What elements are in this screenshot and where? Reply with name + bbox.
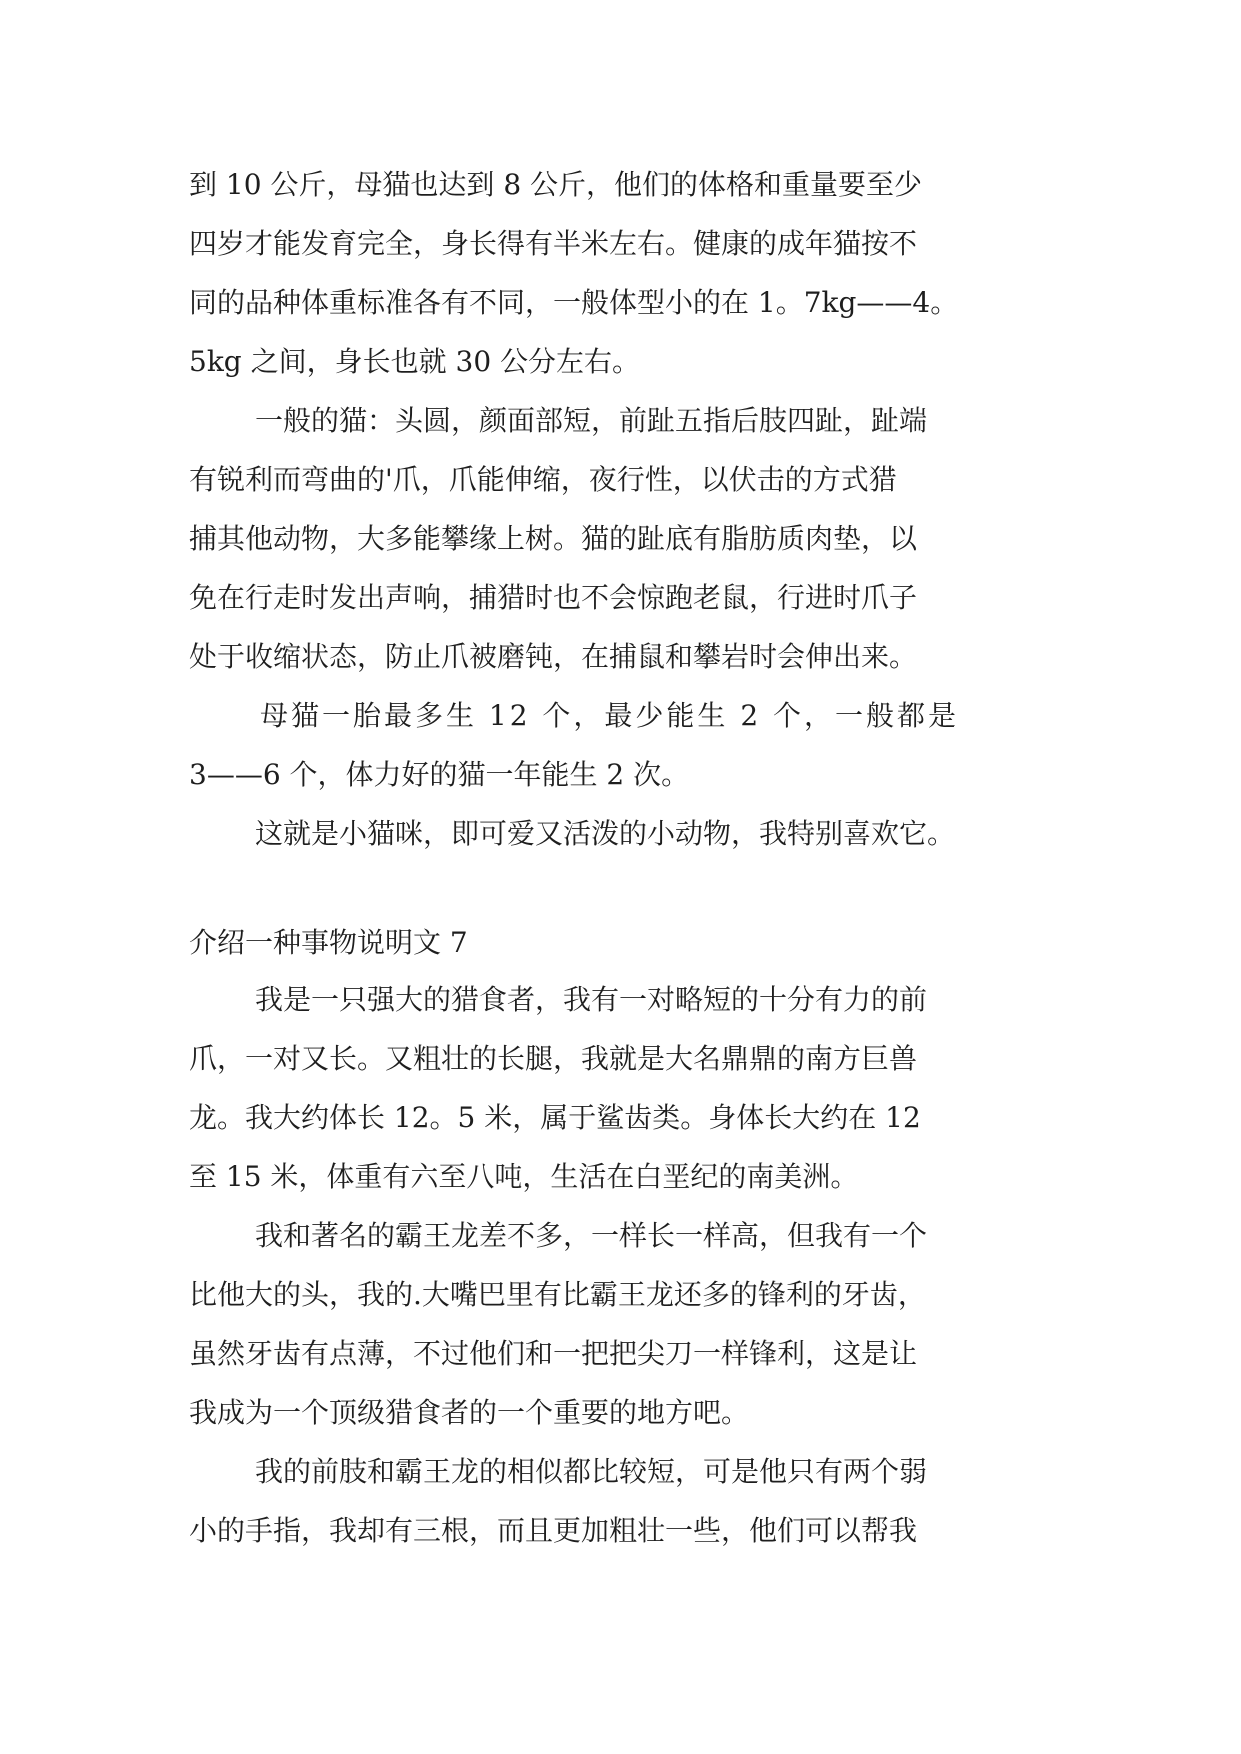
text-line: 爪，一对又长。又粗壮的长腿，我就是大名鼎鼎的南方巨兽	[189, 1042, 918, 1075]
text-line: 四岁才能发育完全，身长得有半米左右。健康的成年猫按不	[189, 227, 918, 260]
text-line: 到 10 公斤，母猫也达到 8 公斤，他们的体格和重量要至少	[189, 168, 923, 201]
text-line: 3——6 个，体力好的猫一年能生 2 次。	[189, 758, 690, 791]
text-line: 龙。我大约体长 12。5 米，属于鲨齿类。身体长大约在 12	[189, 1101, 921, 1134]
text-line: 我成为一个顶级猎食者的一个重要的地方吧。	[189, 1396, 750, 1429]
text-line: 小的手指，我却有三根，而且更加粗壮一些，他们可以帮我	[189, 1514, 918, 1547]
section-heading: 介绍一种事物说明文 7	[189, 926, 468, 959]
text-line: 比他大的头，我的.大嘴巴里有比霸王龙还多的锋利的牙齿，	[189, 1278, 926, 1311]
paragraph-first-line: 这就是小猫咪，即可爱又活泼的小动物，我特别喜欢它。	[255, 817, 956, 850]
text-line: 捕其他动物，大多能攀缘上树。猫的趾底有脂肪质肉垫，以	[189, 522, 918, 555]
paragraph-first-line: 我和著名的霸王龙差不多，一样长一样高，但我有一个	[255, 1219, 928, 1252]
paragraph-first-line: 我的前肢和霸王龙的相似都比较短，可是他只有两个弱	[255, 1455, 928, 1488]
text-line: 5kg 之间，身长也就 30 公分左右。	[189, 345, 641, 378]
paragraph-first-line: 一般的猫：头圆，颜面部短，前趾五指后肢四趾，趾端	[255, 404, 928, 437]
text-line: 免在行走时发出声响，捕猎时也不会惊跑老鼠，行进时爪子	[189, 581, 918, 614]
paragraph-first-line: 母猫一胎最多生 12 个，最少能生 2 个，一般都是	[260, 699, 960, 732]
text-line: 处于收缩状态，防止爪被磨钝，在捕鼠和攀岩时会伸出来。	[189, 640, 918, 673]
text-line: 同的品种体重标准各有不同，一般体型小的在 1。7kg——4。	[189, 286, 959, 319]
paragraph-first-line: 我是一只强大的猎食者，我有一对略短的十分有力的前	[255, 983, 928, 1016]
text-line: 虽然牙齿有点薄，不过他们和一把把尖刀一样锋利，这是让	[189, 1337, 918, 1370]
text-line: 至 15 米，体重有六至八吨，生活在白垩纪的南美洲。	[189, 1160, 859, 1193]
text-line: 有锐利而弯曲的'爪，爪能伸缩，夜行性，以伏击的方式猎	[189, 463, 897, 496]
